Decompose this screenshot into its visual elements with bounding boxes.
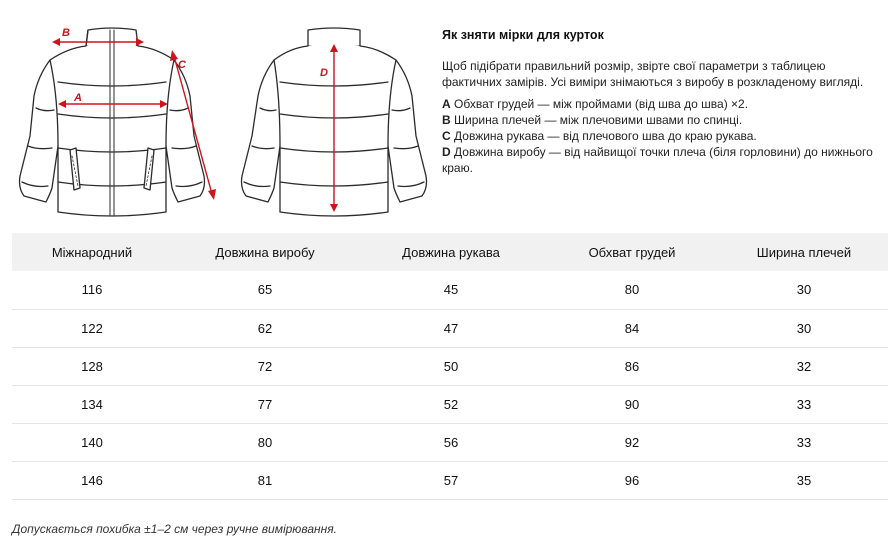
table-cell: 86 (544, 347, 720, 385)
legend-item-c (442, 128, 882, 144)
legend-letter: D (442, 145, 451, 159)
table-row (12, 309, 888, 347)
column-header: Довжина виробу (172, 233, 358, 271)
size-table (12, 233, 888, 500)
legend-letter: A (442, 97, 451, 111)
legend-letter: C (442, 129, 451, 143)
table-header-row (12, 233, 888, 271)
table-cell: 80 (544, 271, 720, 309)
table-cell: 47 (358, 309, 544, 347)
table-cell: 81 (172, 461, 358, 499)
table-cell: 65 (172, 271, 358, 309)
instructions-intro: Щоб підібрати правильний розмір, звірте свої параметри з таблицею фактичних замірів. Усі виміри знімаються з виробу в розкладеному вигляді. (442, 59, 864, 89)
legend-item-a (442, 96, 882, 112)
table-cell: 84 (544, 309, 720, 347)
legend-text: Довжина рукава — від плечового шва до краю рукава. (454, 129, 757, 143)
table-cell: 128 (12, 347, 172, 385)
table-cell: 72 (172, 347, 358, 385)
table-cell: 140 (12, 423, 172, 461)
table-row (12, 385, 888, 423)
legend-text: Обхват грудей — між проймами (від шва до шва) ×2. (454, 97, 749, 111)
legend-text: Довжина виробу — від найвищої точки плеча (біля горловини) до нижнього краю. (442, 145, 873, 175)
jacket-front-view (20, 28, 205, 216)
label-d: D (320, 67, 328, 79)
table-cell: 90 (544, 385, 720, 423)
table-cell: 57 (358, 461, 544, 499)
table-cell: 80 (172, 423, 358, 461)
table-row (12, 271, 888, 309)
column-header: Довжина рукава (358, 233, 544, 271)
table-cell: 77 (172, 385, 358, 423)
legend-text: Ширина плечей — між плечовими швами по спинці. (454, 113, 743, 127)
label-a: A (74, 92, 82, 104)
column-header: Міжнародний (12, 233, 172, 271)
table-row (12, 423, 888, 461)
table-cell: 35 (720, 461, 888, 499)
tolerance-note: Допускається похибка ±1–2 см через ручне вимірювання. (12, 522, 337, 536)
column-header: Обхват грудей (544, 233, 720, 271)
legend-item-b (442, 112, 882, 128)
table-row (12, 347, 888, 385)
table-cell: 134 (12, 385, 172, 423)
table-row (12, 461, 888, 499)
jacket-illustrations (8, 16, 428, 221)
label-c: C (178, 59, 186, 71)
table-cell: 30 (720, 309, 888, 347)
table-cell: 32 (720, 347, 888, 385)
legend-letter: B (442, 113, 451, 127)
legend-item-d (442, 144, 882, 176)
table-cell: 122 (12, 309, 172, 347)
table-cell: 146 (12, 461, 172, 499)
table-cell: 33 (720, 423, 888, 461)
table-cell: 92 (544, 423, 720, 461)
column-header: Ширина плечей (720, 233, 888, 271)
instructions-title: Як зняти мірки для курток (442, 28, 604, 42)
table-cell: 52 (358, 385, 544, 423)
table-cell: 62 (172, 309, 358, 347)
measure-legend (442, 96, 882, 176)
table-cell: 45 (358, 271, 544, 309)
label-b: B (62, 27, 70, 39)
table-cell: 116 (12, 271, 172, 309)
measure-instructions (442, 28, 882, 176)
table-cell: 50 (358, 347, 544, 385)
table-cell: 33 (720, 385, 888, 423)
table-cell: 56 (358, 423, 544, 461)
table-cell: 96 (544, 461, 720, 499)
table-cell: 30 (720, 271, 888, 309)
